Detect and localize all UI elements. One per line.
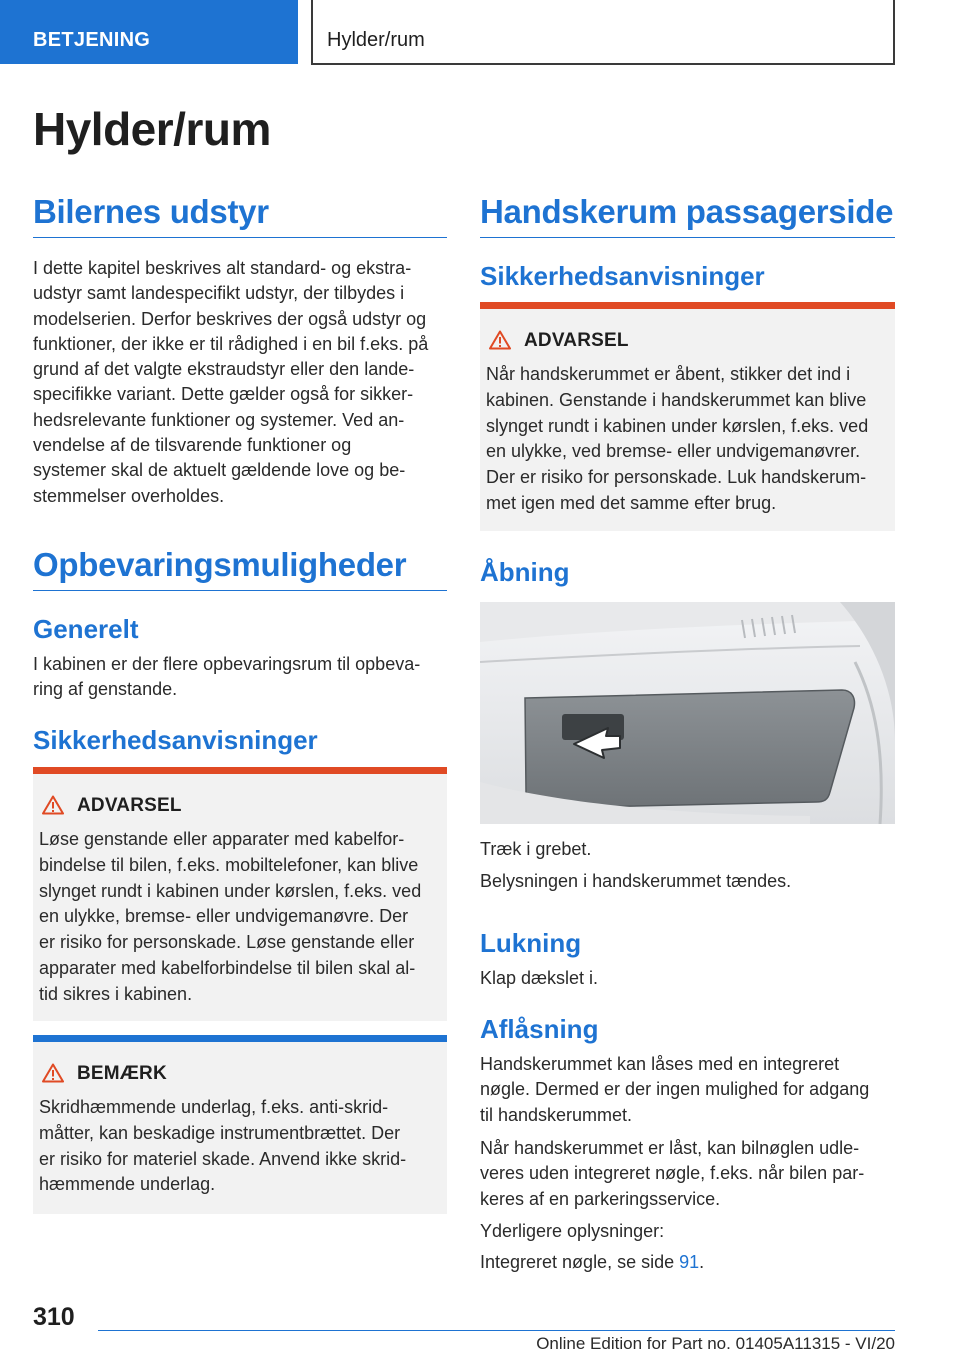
locking-text: Handskerummet kan låses med en integreret nøgle. Dermed er der ingen mulighed for adgang til handskerummet. [480,1054,870,1125]
section-tab [0,0,298,64]
footer-edition: Online Edition for Part no. 01405A11315 - VI/20 [536,1334,895,1353]
heading-general: Generelt [33,614,139,644]
heading-equipment: Bilernes udstyr [33,193,447,238]
note-text: Skridhæmmende underlag, f.eks. anti-skrid- måtter, kan beskadige instrumentbrættet. Der er risiko for materiel skade. Anvend ikke skrid- hæmmende underlag. [39,1097,407,1195]
key-reference: Integreret nøgle, se side 91. [480,1252,705,1272]
warning-box-right [480,302,895,531]
closing-text: Klap dækslet i. [480,968,599,988]
heading-closing: Lukning [480,928,582,958]
heading-safety-left: Sikkerhedsanvisninger [33,725,318,755]
warning-bar [33,767,447,774]
warning-box-left [33,767,447,1021]
heading-opening: Åbning [480,557,570,587]
caution-triangle-icon [42,1063,64,1083]
general-text: I kabinen er der flere opbevaringsrum til opbeva- ring af genstande. [33,654,421,700]
chapter-tab [311,0,895,65]
note-bar [33,1035,447,1042]
heading-glovebox: Handskerum passagerside [480,193,895,238]
locked-text: Når handskerummet er låst, kan bilnøglen udle- veres uden integreret nøgle, f.eks. når bilen par- keres af en parkeringsservice. [480,1138,865,1209]
glovebox-illustration [480,602,895,824]
warning-label: ADVARSEL [524,330,629,351]
warning-label: ADVARSEL [77,795,182,816]
page-title: Hylder/rum [33,103,271,155]
chapter-label: Hylder/rum [327,29,425,51]
section-label: BETJENING [33,29,151,51]
equipment-text: I dette kapitel beskrives alt standard- og ekstra- udstyr samt landespecifikt udstyr, der tilbydes i modelserien. Derfor beskrives der også udstyr og funktioner, der ikke er til rådighed i en bil f.eks. på grund af det valgte ekstraudstyr eller den lande- specifikke variant. Dette gælder også for sikker- hedsrelevante funktioner og systemer. Ved an- vendelse af de tilsvarende funktioner og systemer skal de aktuelt gældende love og be- stemmelser overholdes. [33,258,429,506]
page-link[interactable]: 91 [679,1252,700,1272]
heading-storage: Opbevaringsmuligheder [33,546,447,591]
heading-locking: Aflåsning [480,1014,599,1044]
warning-triangle-icon [489,330,511,350]
heading-safety-right: Sikkerhedsanvisninger [480,261,765,291]
footer-rule [98,1330,895,1331]
warning-bar [480,302,895,309]
page-number: 310 [33,1303,75,1331]
glovebox-photo [480,602,895,824]
warning-text: Når handskerummet er åbent, stikker det ind i kabinen. Genstande i handskerummet kan blive slynget rundt i kabinen under kørslen, f.eks. ved en ulykke, ved bremse- eller undvigemanøvrer. Der er risiko for personskade. Luk handskerum- met igen med det samme efter brug. [486,364,869,513]
warning-triangle-icon [42,795,64,815]
opening-text: Træk i grebet. Belysningen i handskerummet tændes. [480,839,792,892]
note-box [33,1035,447,1214]
more-info-label: Yderligere oplysninger: [480,1221,665,1241]
warning-text: Løse genstande eller apparater med kabelfor- bindelse til bilen, f.eks. mobiltelefoner, kan blive slynget rundt i kabinen under kørslen, f.eks. ved en ulykke, bremse- eller undvigemanøvre. Der er risiko for personskade. Løse genstande eller apparater med kabelforbindelse til bilen skal al- tid sikres i kabinen. [39,829,422,1004]
note-label: BEMÆRK [77,1063,167,1084]
